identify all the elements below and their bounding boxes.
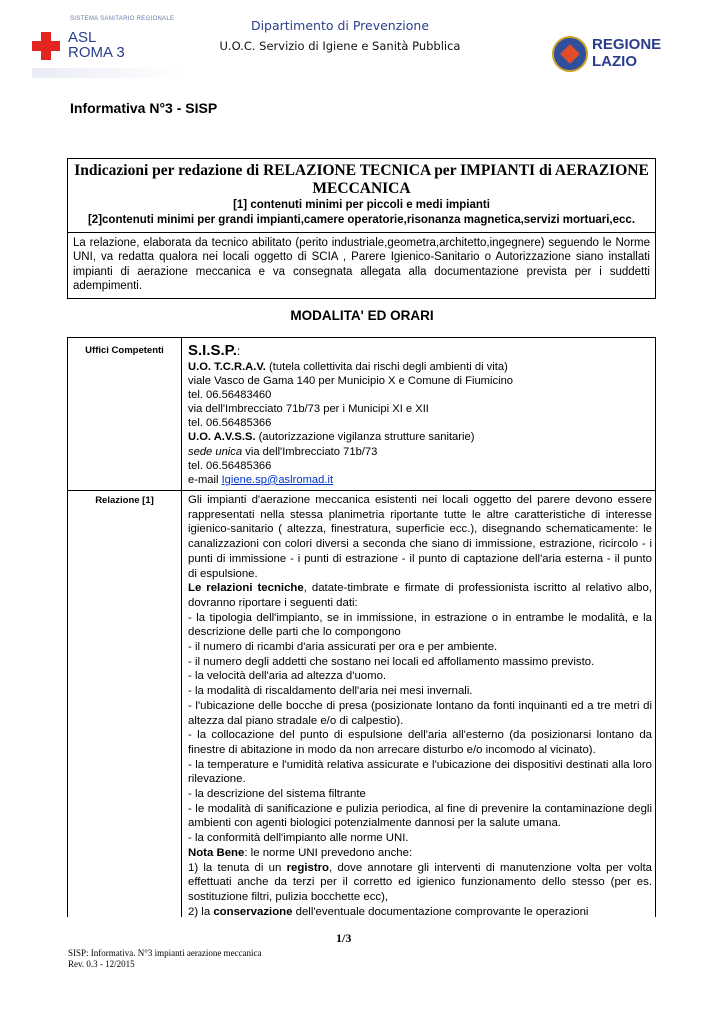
instructions-title: Indicazioni per redazione di RELAZIONE TECNICA per IMPIANTI di AERAZIONE MECCANICA: [74, 162, 649, 197]
list-item: - la conformità dell'impianto alle norme UNI.: [188, 832, 409, 845]
list-item: - la velocità dell'aria ad altezza d'uomo.: [188, 670, 387, 683]
tel-2: tel. 06.56485366: [188, 417, 272, 430]
footer-line1: SISP: Informativa. N°3 impianti aerazione meccanica: [68, 948, 262, 958]
email-line: [188, 473, 652, 487]
email-link[interactable]: Igiene.sp@aslromad.it: [221, 473, 334, 486]
informativa-title: Informativa N°3 - SISP: [70, 100, 218, 116]
tcrav-name: U.O. T.C.R.A.V.: [188, 361, 266, 373]
address-2: via dell'Imbrecciato 71b/73 per i Municipi XI e XII: [188, 403, 429, 416]
n1-pre: 1) la tenuta di un: [188, 861, 287, 874]
tel-1: tel. 06.56483460: [188, 389, 272, 402]
n2-pre: 2) la: [188, 905, 214, 918]
sisp-title-text: S.I.S.P.: [188, 342, 237, 359]
instructions-sub1: [1] contenuti minimi per piccoli e medi impianti: [233, 199, 490, 211]
list-item: - le modalità di sanificazione e pulizia periodica, al fine di prevenire la contaminazione degli ambienti con agenti biologici potenzialmente dannosi per la salute umana.: [188, 802, 652, 830]
asl-line1: ASL: [68, 29, 97, 46]
instructions-sub2: [2]contenuti minimi per grandi impianti,camere operatorie,risonanza magnetica,servizi mortuari,ecc.: [87, 214, 636, 226]
nota-bene: [188, 846, 652, 861]
row-divider: [68, 490, 655, 491]
sede-address: via dell'Imbrecciato 71b/73: [242, 445, 378, 458]
relazione-cell: [188, 493, 652, 919]
nota-item-2: [188, 905, 652, 920]
instructions-header: [68, 159, 655, 233]
list-item: - la collocazione del punto di espulsione dell'aria all'esterno (da posizionarsi lontano da finestre di abitazione in modo da non arrecare disturbo e/o incomodo al vicinato).: [188, 729, 652, 756]
asl-system-label: SISTEMA SANITARIO REGIONALE: [70, 16, 175, 22]
list-item: - la descrizione del sistema filtrante: [188, 788, 366, 801]
email-label: e-mail: [188, 473, 222, 486]
dept-line2: U.O.C. Servizio di Igiene e Sanità Pubblica: [219, 39, 461, 53]
logo-underline: [32, 68, 182, 78]
region-line2: LAZIO: [592, 53, 637, 70]
address-1: viale Vasco de Gama 140 per Municipio X e Comune di Fiumicino: [188, 375, 514, 388]
relazione-intro: Gli impianti d'aerazione meccanica esistenti nei locali oggetto del parere devono essere rappresentati nella stessa planimetria riportante tutte le altre caratteristiche di interesse igienico-sanitario ( altezza, finestratura, superficie ecc.), disegnando schematicamente: le canalizzazioni con colori diversi a seconda che siano di immissione, estrazione, ricircolo - i punti di immissione - i punti di estrazione - il punto di captazione dell'aria esterna - il punto di espulsione.: [188, 494, 652, 580]
department-heading: [190, 18, 490, 53]
tel-3: tel. 06.56485366: [188, 459, 272, 472]
label-column: [68, 338, 182, 917]
region-line1: REGIONE: [592, 36, 662, 53]
avss-name: U.O. A.V.S.S.: [188, 431, 256, 444]
info-table: [67, 337, 656, 917]
red-cross-icon: [32, 32, 60, 60]
asl-name: [68, 30, 125, 60]
n2-post: dell'eventuale documentazione comprovante le operazioni: [292, 905, 589, 918]
relazione-requirements: [188, 581, 652, 610]
tcrav-line: [188, 360, 652, 374]
avss-desc: (autorizzazione vigilanza strutture sanitarie): [255, 431, 475, 444]
sede-label: sede unica: [188, 445, 243, 458]
tcrav-desc: (tutela collettivita dai rischi degli ambienti di vita): [265, 361, 508, 373]
list-item: - la temperature e l'umidità relativa assicurate e l'ubicazione dei dispositivi destinati alla loro rilevazione.: [188, 758, 652, 786]
n2-bold: conservazione: [213, 905, 293, 918]
sisp-title: [188, 342, 652, 360]
nota-rest: : le norme UNI prevedono anche:: [244, 846, 413, 859]
page-number: 1/3: [336, 931, 352, 945]
uffici-label: Uffici Competenti: [85, 345, 164, 356]
asl-line2: ROMA 3: [68, 44, 125, 61]
region-name: [592, 36, 661, 70]
nota-item-1: [188, 861, 652, 905]
modalita-heading: MODALITA' ED ORARI: [290, 308, 434, 323]
dept-line1: Dipartimento di Prevenzione: [250, 18, 430, 33]
relazione-label: Relazione [1]: [95, 495, 154, 506]
nota-bold: Nota Bene: [188, 846, 245, 859]
list-item: - il numero di ricambi d'aria assicurati per ora e per ambiente.: [188, 641, 498, 654]
asl-logo: [32, 16, 192, 76]
regione-lazio-logo: [552, 36, 692, 76]
sede-line: [188, 445, 652, 459]
footer: [68, 948, 262, 970]
lazio-seal-icon: [552, 36, 588, 72]
footer-line2: Rev. 0.3 - 12/2015: [68, 959, 135, 969]
avss-line: [188, 430, 652, 444]
sisp-title-colon: :: [236, 344, 241, 358]
n1-bold: registro: [286, 861, 330, 874]
list-item: - l'ubicazione delle bocche di presa (posizionate lontano da fonti inquinanti ed a tre metri di altezza dal piano stradale e/o di calpestio).: [188, 699, 652, 727]
instructions-body: La relazione, elaborata da tecnico abilitato (perito industriale,geometra,architetto,ingegnere) seguendo le Norme UNI, va redatta qualora nei locali oggetto di SCIA , Parere Igienico-Sanitario o Autorizzazione siano installati impianti di aerazione meccanica e va consegnata allegata alla documentazione prevista per i suddetti adempimenti.: [73, 237, 650, 293]
n1-post: , dove annotare gli interventi di manutenzione volta per volta effettuati anche da terzi per il corretto ed igienico funzionamento dello stesso (per es. sostituzione filtri, pulizia bocchette ecc),: [188, 861, 652, 903]
list-item: - il numero degli addetti che sostano nei locali ed affollamento massimo previsto.: [188, 655, 595, 668]
list-item: - la modalità di riscaldamento dell'aria nei mesi invernali.: [188, 685, 473, 698]
instructions-box: [67, 158, 656, 299]
list-item: - la tipologia dell'impianto, se in immissione, in estrazione o in entrambe le modalità, e la descrizione delle parti che lo compongono: [188, 611, 652, 639]
relazioni-rest: , datate-timbrate e firmate di professionista iscritto al relativo albo, dovranno riportare i seguenti dati:: [188, 582, 652, 609]
relazioni-bold: Le relazioni tecniche: [188, 582, 304, 595]
uffici-cell: [188, 342, 652, 487]
